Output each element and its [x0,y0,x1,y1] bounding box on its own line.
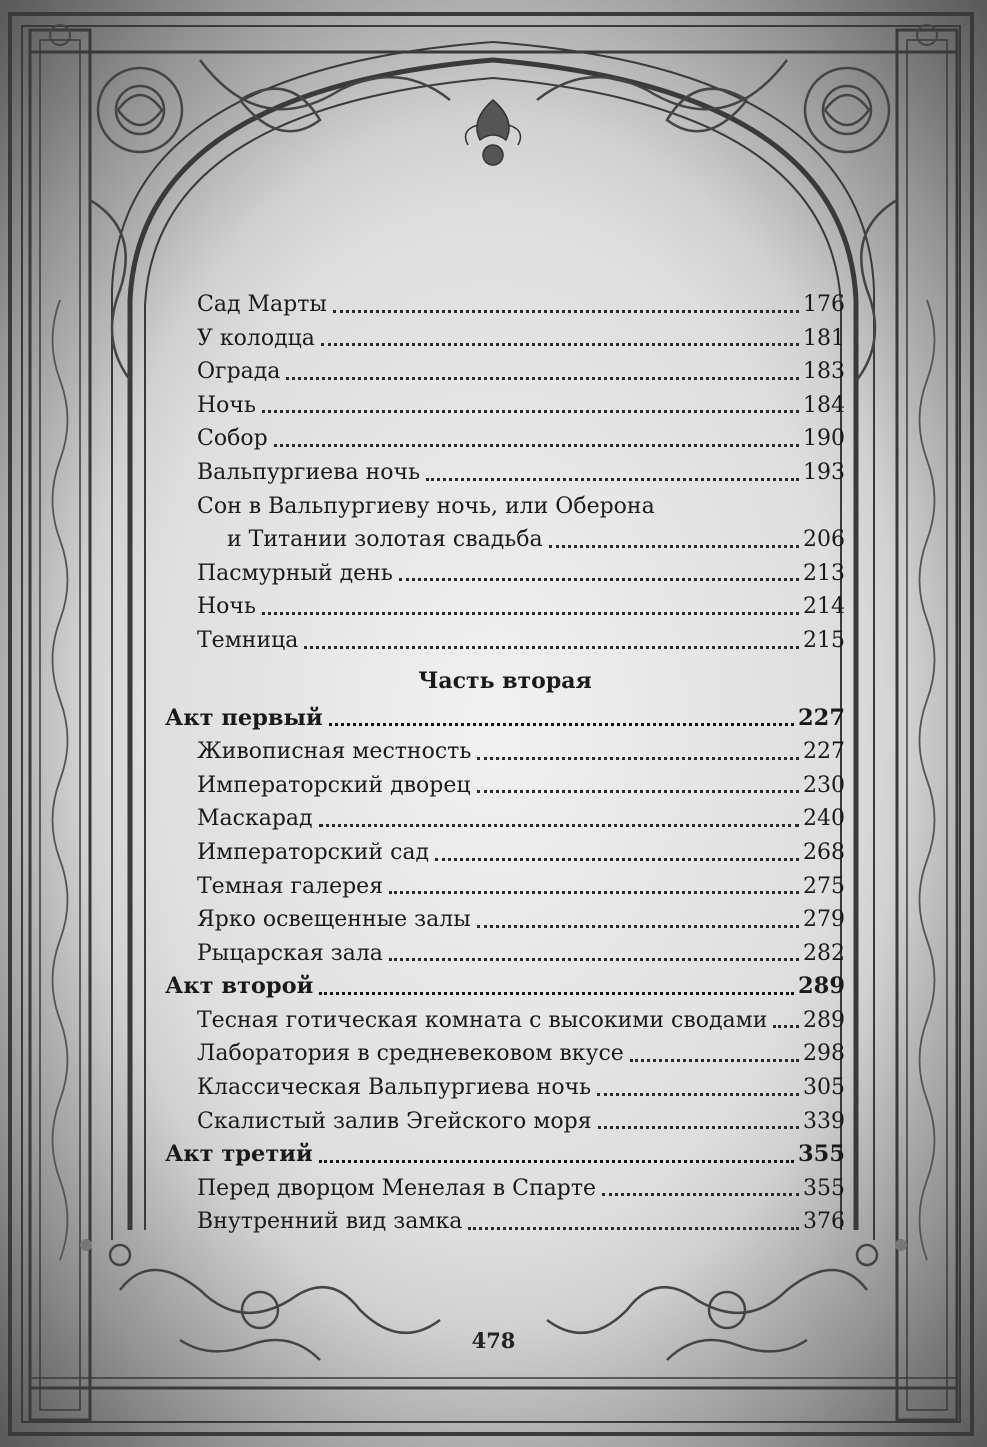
toc-entry[interactable] [165,322,845,356]
leader-dots [477,924,799,928]
leader-dots [468,1226,799,1230]
leader-dots [319,991,794,995]
toc-act-page: 355 [798,1141,845,1168]
toc-entry[interactable] [165,903,845,937]
toc-entry-page: 184 [803,392,845,418]
leader-dots [389,890,799,894]
leader-dots [602,1192,799,1196]
toc-entry[interactable] [165,422,845,456]
toc-entry[interactable] [165,1004,845,1038]
toc-entry-page: 206 [803,527,845,553]
leader-dots [329,722,794,726]
toc-entry-page: 279 [803,907,845,933]
toc-entry-title: Императорский сад [197,839,430,865]
toc-entry-page: 176 [803,292,845,317]
toc-entry-title: и Титании золотая свадьба [227,527,543,553]
toc-entry-title: Сад Марты [197,292,327,317]
leader-dots [549,544,799,548]
toc-act[interactable] [165,1138,845,1172]
toc-act[interactable] [165,970,845,1004]
toc-entry-page: 298 [803,1041,845,1067]
toc-entry-title: Перед дворцом Менелая в Спарте [197,1175,597,1201]
leader-dots [321,342,799,346]
toc-entry-page: 230 [803,772,845,798]
toc-entry-title: Собор [197,426,268,452]
toc-entry[interactable] [165,1037,845,1071]
toc-entry[interactable] [165,557,845,591]
toc-act-title: Акт первый [165,704,323,731]
toc-entry[interactable] [165,1105,845,1139]
leader-dots [274,443,799,447]
toc-entry[interactable] [165,288,845,322]
toc-entry-page: 282 [803,940,845,966]
table-of-contents [165,288,845,1239]
leader-dots [389,957,799,961]
toc-act-title: Акт третий [165,1141,313,1168]
toc-entry-title: Живописная местность [197,739,472,765]
toc-entry-title: Лаборатория в средневековом вкусе [197,1041,624,1067]
leader-dots [598,1125,799,1129]
toc-entry[interactable] [165,1172,845,1206]
leader-dots [333,309,799,313]
toc-entry-page: 275 [803,873,845,899]
toc-entry-title: Скалистый залив Эгейского моря [197,1108,592,1134]
leader-dots [773,1024,799,1028]
toc-entry[interactable] [165,389,845,423]
toc-entry-title: Ярко освещенные залы [197,907,471,933]
toc-act[interactable] [165,702,845,736]
leader-dots [597,1092,799,1096]
part-heading: Часть вторая [418,667,592,694]
toc-entry-page: 289 [803,1007,845,1033]
toc-act-page: 227 [798,704,845,731]
leader-dots [630,1058,799,1062]
toc-entry[interactable] [165,769,845,803]
toc-entry-title: Сон в Вальпургиеву ночь, или Оберона [197,493,655,519]
toc-entry-page: 190 [803,426,845,452]
toc-entry-page: 339 [803,1108,845,1134]
leader-dots [319,823,799,827]
toc-entry-title: Темная галерея [197,873,384,899]
toc-entry-title: У колодца [197,325,315,351]
leader-dots [435,857,799,861]
toc-entry-page: 183 [803,359,845,385]
toc-entry-title: Тесная готическая комната с высокими сводами [197,1007,768,1033]
toc-entry-title: Темница [197,627,299,653]
toc-entry-title: Императорский дворец [197,772,471,798]
toc-entry-page: 376 [803,1209,845,1235]
leader-dots [304,645,799,649]
toc-entry-page: 227 [803,739,845,765]
toc-entry[interactable] [165,802,845,836]
toc-entry-title: Маскарад [197,806,313,832]
toc-entry-title: Ночь [197,594,256,620]
toc-entry-title: Вальпургиева ночь [197,459,421,485]
leader-dots [319,1159,794,1163]
toc-entry-page: 355 [803,1175,845,1201]
leader-dots [262,409,799,413]
leader-dots [262,611,799,615]
toc-entry[interactable] [165,590,845,624]
toc-entry-line1[interactable] [165,490,845,524]
toc-entry-line2[interactable] [165,523,845,557]
toc-entry-title: Ночь [197,392,256,418]
toc-act-page: 289 [798,973,845,1000]
toc-entry-page: 240 [803,806,845,832]
toc-entry-page: 268 [803,839,845,865]
toc-entry[interactable] [165,870,845,904]
leader-dots [286,376,799,380]
toc-entry-page: 213 [803,560,845,586]
toc-act-title: Акт второй [165,973,314,1000]
toc-entry-page: 214 [803,594,845,620]
toc-entry-page: 181 [803,325,845,351]
toc-entry-page: 193 [803,459,845,485]
toc-entry[interactable] [165,836,845,870]
toc-entry-page: 215 [803,627,845,653]
leader-dots [477,789,800,793]
toc-entry[interactable] [165,456,845,490]
leader-dots [477,756,799,760]
toc-entry-title: Классическая Вальпургиева ночь [197,1075,592,1101]
leader-dots [399,577,799,581]
toc-entry[interactable] [165,624,845,658]
toc-entry-title: Ограда [197,359,281,385]
toc-entry-title: Рыцарская зала [197,940,383,966]
toc-entry[interactable] [165,937,845,971]
leader-dots [426,477,799,481]
toc-entry[interactable] [165,735,845,769]
toc-entry-title: Внутренний вид замка [197,1209,463,1235]
toc-entry[interactable] [165,355,845,389]
toc-entry[interactable] [165,1071,845,1105]
page-number: 478 [471,1328,516,1353]
toc-entry[interactable] [165,1205,845,1239]
toc-entry-page: 305 [803,1075,845,1101]
toc-entry-title: Пасмурный день [197,560,393,586]
